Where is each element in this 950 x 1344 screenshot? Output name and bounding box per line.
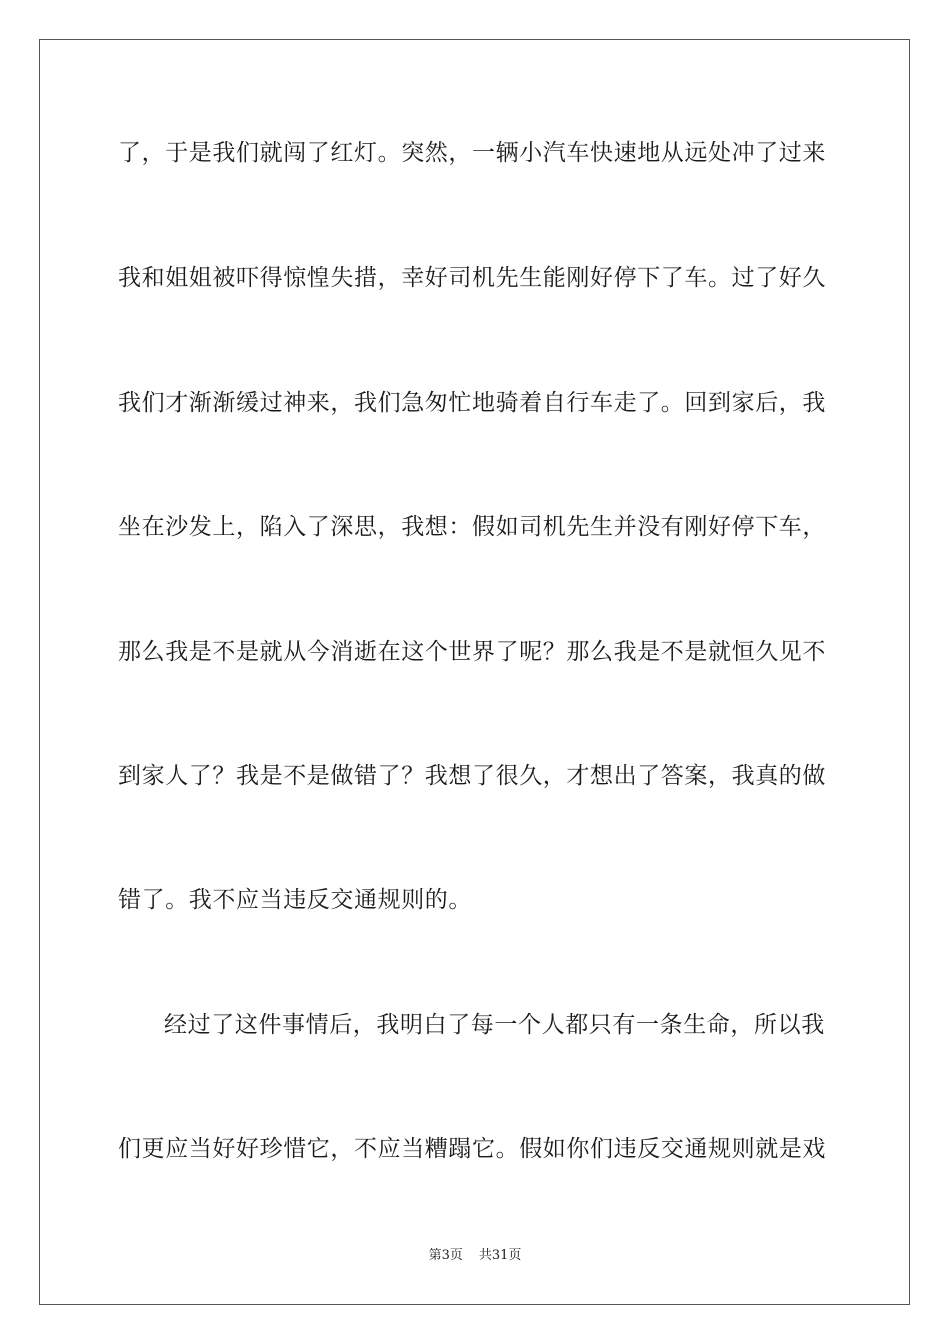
text-line-2: 我和姐姐被吓得惊惶失措，幸好司机先生能刚好停下了车。过了好久	[118, 265, 826, 291]
text-line-1: 了，于是我们就闯了红灯。突然，一辆小汽车快速地从远处冲了过来	[118, 140, 826, 166]
text-line-3: 我们才渐渐缓过神来，我们急匆忙地骑着自行车走了。回到家后，我	[118, 390, 826, 416]
text-line-5: 那么我是不是就从今消逝在这个世界了呢？那么我是不是就恒久见不	[118, 639, 826, 665]
text-line-7: 错了。我不应当违反交通规则的。	[118, 887, 472, 913]
text-line-6: 到家人了？我是不是做错了？我想了很久，才想出了答案，我真的做	[118, 763, 826, 789]
text-line-8: 经过了这件事情后，我明白了每一个人都只有一条生命，所以我	[164, 1012, 825, 1038]
page-border	[39, 39, 910, 1305]
page-total: 共31页	[478, 1248, 522, 1263]
page-footer	[0, 1247, 950, 1265]
page-number: 第3页	[428, 1248, 463, 1263]
text-line-4: 坐在沙发上，陷入了深思，我想：假如司机先生并没有刚好停下车，	[118, 514, 826, 540]
text-line-9: 们更应当好好珍惜它，不应当糟蹋它。假如你们违反交通规则就是戏	[118, 1136, 826, 1162]
